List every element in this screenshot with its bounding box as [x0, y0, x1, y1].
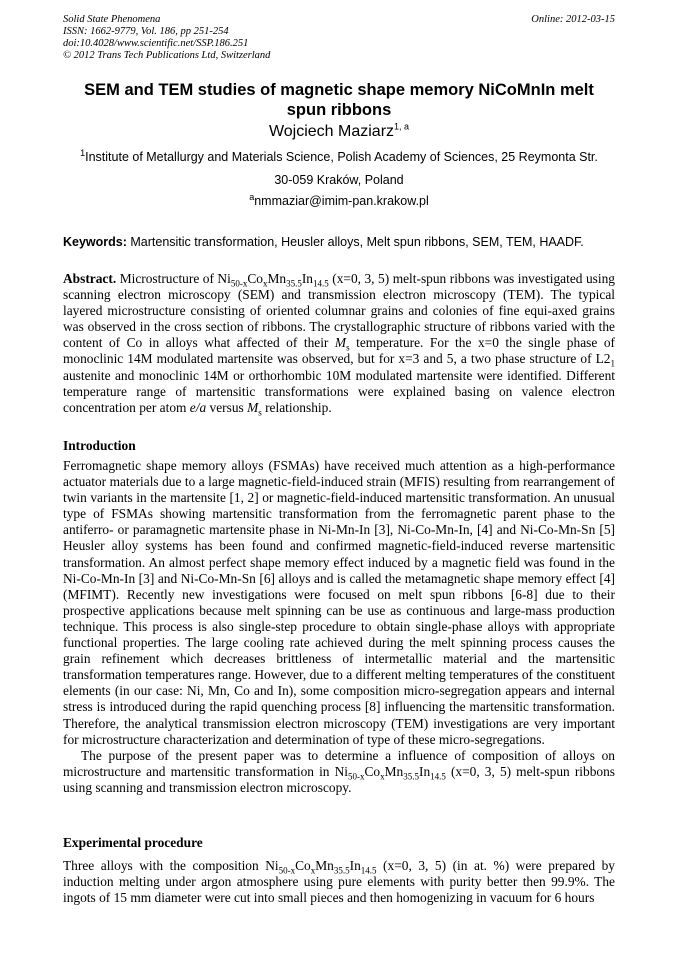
issn: ISSN: 1662-9779, Vol. 186, pp 251-254 [63, 26, 229, 37]
text-run: Microstructure of Ni [116, 271, 231, 286]
text-run: x [380, 771, 385, 782]
text-run: Mn [384, 763, 404, 779]
abstract [63, 271, 615, 416]
text-run: 35.5 [333, 865, 350, 876]
intro-paragraph-1 [63, 458, 615, 748]
email[interactable]: nmmaziar@imim-pan.krakow.pl [254, 194, 429, 208]
abstract-paragraph [63, 271, 615, 416]
intro-paragraph-2 [63, 748, 615, 796]
text-run: 14.5 [360, 865, 377, 876]
affiliation-line2: 30-059 Kraków, Poland [274, 173, 404, 187]
text-run: In [349, 858, 361, 873]
text-run: 50-x [278, 865, 296, 876]
text-run: Co [247, 271, 263, 286]
aff-sup: 1 [80, 147, 86, 158]
experimental-paragraph-1 [63, 858, 615, 906]
text-run: 50-x [347, 771, 365, 782]
text-run: Mn [315, 858, 334, 873]
text-run: (x=0, 3, 5) (in at. %) were prepared by induction melting under argon atmosphere using pure elements with purity better then 99.9%. The ingots of 15 mm diameter were cut into small pieces and then homogenizing in vacuum for 6 hours [63, 858, 615, 906]
journal-name: Solid State Phenomena [63, 14, 161, 25]
author-sup: 1, a [394, 121, 410, 132]
introduction-heading: Introduction [63, 438, 136, 453]
text-run: 14.5 [430, 771, 446, 782]
text-run: Three alloys with the composition Ni [63, 858, 279, 873]
text-run: s [258, 407, 262, 418]
text-run: 35.5 [286, 278, 302, 289]
experimental-heading: Experimental procedure [63, 835, 203, 850]
text-run: The purpose of the present paper was to determine a influence of composition of alloys on microstructure and martensitic transformation in Ni [63, 747, 615, 779]
text-run: e/a [189, 399, 207, 415]
text-run: (x=0, 3, 5) melt-spun ribbons using scanning and transmission electron microscopy. [63, 763, 615, 795]
text-run: 14.5 [312, 278, 329, 289]
text-run: temperature. For the x=0 the single phase of monoclinic 14M modulated martensite was observed, but for x=3 and 5, a two phase structure of L2 [63, 335, 615, 367]
author [0, 123, 678, 141]
paper-title: SEM and TEM studies of magnetic shape memory NiCoMnIn melt spun ribbons [84, 81, 594, 119]
keywords [63, 235, 628, 249]
experimental-body [63, 858, 615, 906]
journal-header [63, 14, 615, 62]
doi: doi:10.4028/www.scientific.net/SSP.186.251 [63, 38, 249, 49]
introduction-body [63, 458, 615, 796]
text-run: relationship. [261, 399, 332, 415]
text-run: austenite and monoclinic 14M or orthorhombic 10M modulated martensite were identified. Different temperature range of martensitic transformations were explained basing on valence electron concentration per atom [63, 367, 615, 415]
keywords-text: Martensitic transformation, Heusler alloys, Melt spun ribbons, SEM, TEM, HAADF. [126, 235, 584, 249]
text-run: Co [295, 858, 311, 873]
online-date: Online: 2012-03-15 [531, 14, 615, 25]
text-run: 1 [610, 359, 615, 370]
affiliation-line1 [0, 147, 678, 164]
text-run: Abstract. [63, 271, 117, 286]
text-run: s [346, 343, 350, 354]
text-run: x [310, 865, 316, 876]
copyright: © 2012 Trans Tech Publications Ltd, Switzerland [63, 50, 271, 61]
text-run: Co [364, 763, 381, 779]
text-run: M [334, 335, 347, 351]
text-run: In [301, 271, 313, 286]
text-run: versus [206, 399, 248, 415]
text-run: 50-x [230, 278, 248, 289]
text-run: M [247, 399, 259, 415]
text-run: x [262, 278, 268, 289]
text-run: Ferromagnetic shape memory alloys (FSMAs) have received much attention as a high-performance actuator materials due to a large magnetic-field-induced strain (MFIS) resulting from rearrangement of twin variants in the martensite [1, 2] or magnetic-field-induced martensitic transformation. An unusual type of FSMAs showing martensitic transformation from the ferromagnetic parent phase to the antiferro- or paramagnetic martensite phase in Ni-Mn-In [3], Ni-Co-Mn-In, [4] and Ni-Co-Mn-Sn [5] Heusler alloy systems has been found and confirmed magnetic-field-induced reverse martensitic transformation. An almost perfect shape memory effect induced by a magnetic field was found in the Ni-Co-Mn-In [3] and Ni-Co-Mn-Sn [6] alloys and is called the metamagnetic shape memory effect [4] (MFIMT). Recently new investigations were focused on melt spun ribbons [6-8] due to their prospective applications because melt spinning can be use as continuous and large-mass production technique. This process is also single-step procedure to obtain single-phase alloys with appropriate functional properties. The large cooling rate achieved during the melt spinning process causes the grain refinement which decreases brittleness of intermetallic material and the martensitic transformation temperatures range. However, due to a different melting temperatures of the constituent elements (in our case: Ni, Mn, Co and In), some composition micro-segregation appears and internal stress is introduced during the rapid quenching process [8] influencing the martensitic transformation. Therefore, the analytical transmission electron microscopy (TEM) investigations are very important for microstructure characterization and determination of type of these micro-segregations. [63, 458, 615, 747]
author-name: Wojciech Maziarz [268, 123, 395, 140]
text-run: (x=0, 3, 5) melt-spun ribbons was investigated using scanning electron microscopy (SEM) and transmission electron microscopy (TEM). The typical layered microstructure consisting of oriented columnar grains and colonies of fine equi-axed grains was observed in the cross section of ribbons. The crystallographic structure of ribbons varied with the content of Co in alloys what affected of their [63, 271, 615, 351]
email-line [0, 191, 678, 208]
keywords-label: Keywords: [63, 235, 127, 249]
text-run: 35.5 [403, 771, 419, 782]
email-sup: a [249, 191, 255, 202]
text-run: Mn [267, 271, 287, 286]
text-run: In [418, 763, 431, 779]
affiliation-text: Institute of Metallurgy and Materials Science, Polish Academy of Sciences, 25 Reymonta Str. [85, 150, 598, 164]
